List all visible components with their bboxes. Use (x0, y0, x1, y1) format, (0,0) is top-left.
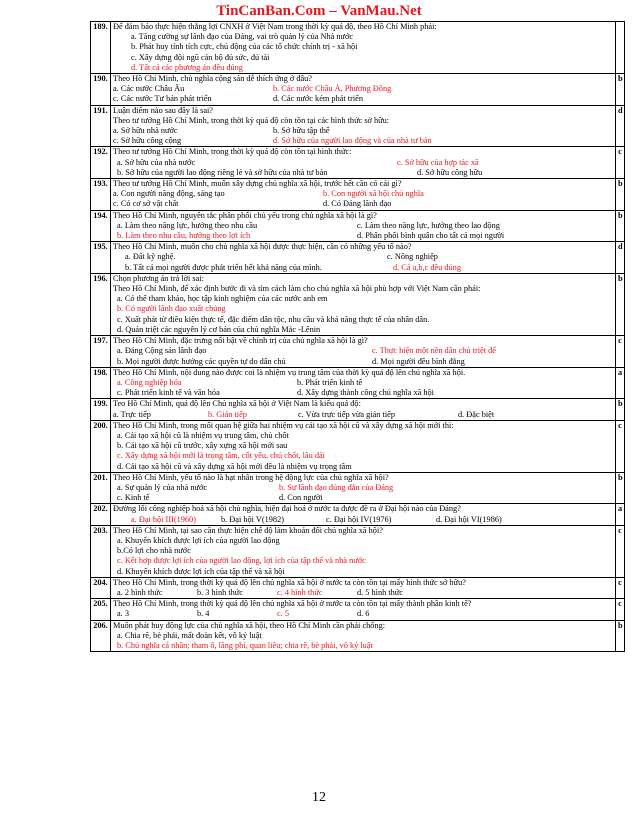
option-a: a. 3 (117, 609, 129, 619)
option-b: b.Có lợi cho nhà nước (117, 546, 191, 556)
option-a: a. Sự quản lý của nhà nước (117, 482, 208, 492)
option-a: a. Sở hữu của nhà nước (117, 157, 196, 167)
option-a: a. Trực tiếp (113, 409, 151, 419)
question-row (91, 273, 625, 335)
option-b-correct: b. Con người xã hội chủ nghĩa (323, 189, 424, 199)
option-c-correct: c. Xây dựng xã hội mới là trọng tâm, cốt yếu, chủ chốt, lâu dài (117, 451, 325, 461)
option-d: d. Xây dựng thành công chủ nghĩa xã hội (297, 388, 434, 398)
option-d: d. Các nước kém phát triển (273, 94, 363, 104)
option-b-correct: b. Chủ nghĩa cá nhân; tham ô, lãng phí, quan liêu; chia rẽ, bè phái, vô kỷ luật (117, 640, 373, 650)
question-number: 197. (91, 336, 111, 368)
question-stem: Muốn phát huy động lực của chủ nghĩa xã hội, theo Hồ Chí Minh cần phải chống: (113, 620, 386, 630)
question-stem: Để đảm bảo thực hiện thắng lợi CNXH ở Việt Nam trong thời kỳ quá độ, theo Hồ Chí Minh phải: (113, 22, 437, 31)
question-number: 190. (91, 74, 111, 106)
answer-key (616, 22, 625, 74)
option-d-correct: d. Tất cả các phương án đều đúng (131, 62, 243, 72)
question-row (91, 22, 625, 74)
question-number: 199. (91, 399, 111, 420)
option-b-correct: b. Gián tiếp (208, 409, 247, 419)
question-number: 205. (91, 599, 111, 620)
option-b: b. Tất cả mọi người được phát triển hết khả năng của mình. (125, 262, 322, 272)
question-stem: Theo Hồ Chí Minh, trong thời kỳ quá độ lên chủ nghĩa xã hội ở nước ta còn tồn tại mấy hình thức sở hữu? (113, 577, 466, 587)
option-a: a. Con người năng động, sáng tạo (113, 189, 225, 199)
option-b-correct: b. Làm theo nhu cầu, hưởng theo lợi ích (117, 231, 251, 241)
option-b-correct: b. Các nước Châu Á, Phương Đông (273, 84, 392, 94)
question-stem: Theo Hồ Chí Minh, nội dung nào được coi là nhiệm vụ trung tâm của thời kỳ quá độ lên chủ nghĩa xã hội. (113, 367, 466, 377)
option-a: a. Khuyến khích được lợi ích của người lao động (117, 535, 280, 545)
option-d-correct: d. Sở hữu của người lao động và của nhà tư bản (273, 136, 432, 146)
option-c: c. Phát triển kinh tế và văn hóa (117, 388, 220, 398)
option-b: b. 4 (197, 609, 210, 619)
option-a: a. Có thể tham khảo, học tập kinh nghiệm của các nước anh em (117, 294, 328, 304)
answer-key: c (616, 420, 625, 472)
option-d: d. Con người (279, 493, 323, 503)
option-a: a. Đất kỹ nghệ. (125, 252, 176, 262)
option-d: d. Sở hữu công hữu (417, 167, 483, 177)
option-a: a. Chia rẽ, bè phái, mất đoàn kết, vô kỷ luật (117, 630, 262, 640)
option-a: a. Đảng Cộng sản lãnh đạo (117, 346, 207, 356)
option-c: c. Kinh tế (117, 493, 150, 503)
option-c-correct: c. 4 hình thức (277, 587, 323, 597)
question-row (91, 472, 625, 504)
option-c: c. Nông nghiệp (387, 252, 438, 262)
option-b-correct: b. Sự lãnh đạo đúng đắn của Đảng (279, 482, 394, 492)
option-a: a. Cải tạo xã hội cũ là nhiệm vụ trung tâm, chủ chốt (117, 430, 289, 440)
option-d: d. Đại hội VI(1986) (436, 514, 502, 524)
option-d: d. 5 hình thức (357, 587, 403, 597)
option-c: c. Xây dựng đội ngũ cán bộ đủ sức, đủ tài (131, 52, 270, 62)
option-b-correct: b. Có người lãnh đạo xuất chúng (117, 304, 226, 314)
option-b: b. Phát huy tính tích cực, chủ động của các tổ chức chính trị - xã hội (131, 42, 358, 52)
question-stem: Theo Hồ Chí Minh, nguyên tắc phân phối chủ yếu trong chủ nghĩa xã hội là gì? (113, 210, 377, 220)
option-b: b. Đại hội V(1982) (221, 514, 284, 524)
answer-key: a (616, 367, 625, 399)
option-b: b. Cải tạo xã hội cũ trước, xây xựng xã hội mới sau (117, 441, 288, 451)
question-row (91, 620, 625, 652)
option-c-correct: c. Thực hiện một nền dân chủ triệt để (372, 346, 496, 356)
question-stem: Theo Hồ Chí Minh, trong mối quan hệ giữa hai nhiệm vụ cải tạo xã hội cũ và xây dựng xã hội mới thì: (113, 420, 454, 430)
answer-key: b (616, 179, 625, 211)
question-number: 198. (91, 367, 111, 399)
answer-key: b (616, 210, 625, 242)
answer-key: c (616, 599, 625, 620)
option-c: c. Sở hữu công cộng (113, 136, 182, 146)
option-d: d. Đặc biệt (458, 409, 495, 419)
option-c: c. Các nước Tư bản phát triển (113, 94, 212, 104)
answer-key: b (616, 74, 625, 106)
option-b: b. Phát triển kinh tế (297, 377, 363, 387)
question-row (91, 420, 625, 472)
question-row (91, 179, 625, 211)
question-stem: Theo Hồ Chí Minh, chủ nghĩa cộng sản dễ thích ứng ở đâu? (113, 74, 312, 84)
site-header: TinCanBan.Com – VanMau.Net (216, 3, 422, 19)
option-a: a. Các nước Châu Âu (113, 84, 185, 94)
question-number: 203. (91, 525, 111, 577)
option-d-correct: d. Cả a,b,c đều đúng (393, 262, 461, 272)
question-stem: Luận điểm nào sau đây là sai? (113, 105, 213, 115)
question-stem: Theo Hồ Chí Minh, muốn cho chủ nghĩa xã hội được thực hiện, cần có những yếu tố nào? (113, 242, 412, 252)
question-number: 202. (91, 504, 111, 525)
answer-key: c (616, 147, 625, 179)
option-a: a. Làm theo năng lực, hưởng theo nhu cầu (117, 220, 258, 230)
question-number: 204. (91, 577, 111, 598)
question-table (90, 21, 625, 652)
option-d: d. Phân phối bình quân cho tất cả mọi người (357, 231, 505, 241)
option-a-correct: a. Công nghiệp hóa (117, 377, 182, 387)
option-c: c. Làm theo năng lực, hưởng theo lao động (357, 220, 500, 230)
option-b: b. Sở hữu tập thể (273, 126, 330, 136)
question-stem: Theo Hồ Chí Minh, trong thời kỳ quá độ lên chủ nghĩa xã hội ở nước ta còn tồn tại mấy thành phần kinh tế? (113, 599, 472, 609)
answer-key: c (616, 577, 625, 598)
question-row (91, 336, 625, 368)
question-stem: Theo Hồ Chí Minh, đặc trưng nổi bật về chính trị của chủ nghĩa xã hội là gì? (113, 336, 368, 346)
question-substem: Theo Hồ Chí Minh, để xác định bước đi và tìm cách làm cho chủ nghĩa xã hội phù hợp với Việt Nam cần phải: (113, 284, 481, 294)
answer-key: c (616, 525, 625, 577)
option-d: d. Quán triệt các nguyên lý cơ bản của chủ nghĩa Mác -Lênin (117, 324, 321, 334)
question-row (91, 242, 625, 274)
option-c: c. Xuất phát từ điều kiện thực tế, đặc điểm dân tộc, nhu cầu và khả năng thực tế của nhân dân. (117, 314, 430, 324)
question-stem: Teo Hồ Chí Minh, quá độ lên Chủ nghĩa xã hội ở Việt Nam là kiểu quá độ: (113, 399, 361, 409)
question-stem: Theo Hồ Chí Minh, tại sao cần thực hiện chế độ làm khoán đối chủ nghĩa xã hội? (113, 525, 383, 535)
question-row (91, 367, 625, 399)
option-d: d. Khuyến khích được lợi ích của tập thể và xã hội (117, 566, 285, 576)
question-row (91, 399, 625, 420)
question-row (91, 210, 625, 242)
answer-key: c (616, 336, 625, 368)
answer-key: b (616, 399, 625, 420)
question-row (91, 147, 625, 179)
question-row (91, 525, 625, 577)
answer-key: a (616, 504, 625, 525)
question-stem: Chọn phương án trả lời sai: (113, 273, 204, 283)
answer-key: b (616, 273, 625, 335)
option-b: b. 3 hình thức (197, 587, 243, 597)
question-number: 201. (91, 472, 111, 504)
option-d: d. Có Đảng lãnh đạo (323, 199, 392, 209)
option-d: d. 6 (357, 609, 370, 619)
question-number: 192. (91, 147, 111, 179)
question-stem: Theo Hồ Chí Minh, yếu tố nào là hạt nhân trong hệ động lực của chủ nghĩa xã hội? (113, 472, 389, 482)
page-number: 12 (312, 790, 326, 805)
option-a-correct: a. Đại hội III(1960) (131, 514, 196, 524)
option-b: b. Mọi người được hưởng các quyền tự do dân chủ (117, 356, 286, 366)
option-c: c. Có cơ sở vật chất (113, 199, 179, 209)
question-stem: Đường lối công nghiệp hoá xã hội chủ nghĩa, hiện đại hoá ở nước ta được đề ra ở Đại hội nào của Đảng? (113, 504, 461, 514)
question-substem: Theo tư tưởng Hồ Chí Minh, trong thời kỳ quá độ còn tồn tại các hình thức sở hữu: (113, 115, 390, 125)
question-number: 196. (91, 273, 111, 335)
question-number: 191. (91, 105, 111, 147)
option-d: d. Mọi người đều bình đẳng (372, 356, 465, 366)
question-number: 206. (91, 620, 111, 652)
question-number: 193. (91, 179, 111, 211)
question-number: 195. (91, 242, 111, 274)
option-a: a. 2 hình thức (117, 587, 163, 597)
option-c-correct: c. Kết hợp được lợi ích của người lao động, lợi ích của tập thể và nhà nước (117, 556, 366, 566)
option-c: c. Đại hội IV(1976) (326, 514, 392, 524)
question-number: 189. (91, 22, 111, 74)
option-c-correct: c. Sở hữu của hợp tác xã (397, 157, 479, 167)
question-row (91, 105, 625, 147)
question-row (91, 599, 625, 620)
answer-key: d (616, 105, 625, 147)
question-number: 200. (91, 420, 111, 472)
question-row (91, 577, 625, 598)
option-a: a. Tăng cường sự lãnh đạo của Đảng, vai trò quản lý của Nhà nước (131, 32, 354, 42)
option-b: b. Sở hữu của người lao động riêng lẻ và sở hữu của nhà tư bản (117, 167, 328, 177)
answer-key: d (616, 242, 625, 274)
question-number: 194. (91, 210, 111, 242)
question-stem: Theo tư tưởng Hồ Chí Minh, muốn xây dựng chủ nghĩa xã hội, trước hết cần có cái gì? (113, 179, 402, 189)
question-row (91, 74, 625, 106)
option-a: a. Sở hữu nhà nước (113, 126, 178, 136)
option-c-correct: c. 5 (277, 609, 289, 619)
answer-key: b (616, 472, 625, 504)
question-stem: Theo tư tưởng Hồ Chí Minh, trong thời kỳ quá độ còn tồn tại hình thức: (113, 147, 352, 157)
option-c: c. Vừa trực tiếp vừa gián tiếp (298, 409, 395, 419)
question-row (91, 504, 625, 525)
answer-key: b (616, 620, 625, 652)
option-d: d. Cải tạo xã hội cũ và xây dựng xã hội mới đều là nhiệm vụ trọng tâm (117, 461, 352, 471)
